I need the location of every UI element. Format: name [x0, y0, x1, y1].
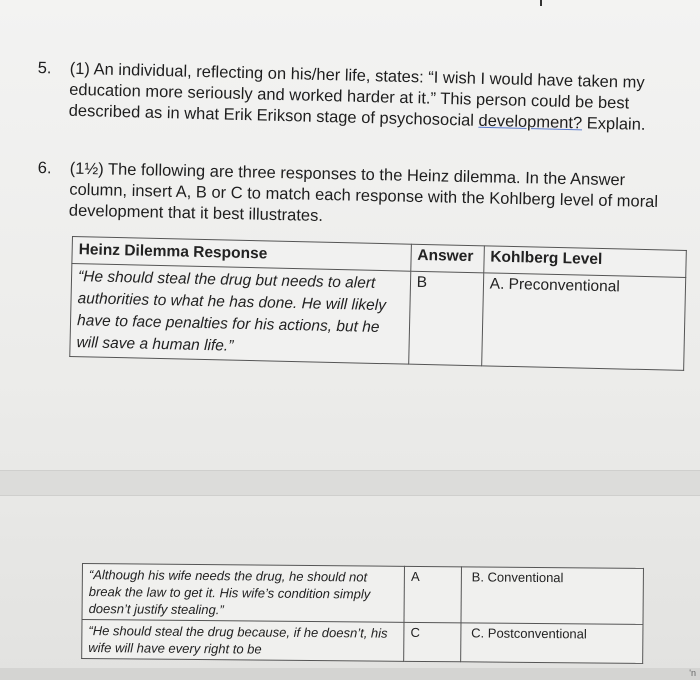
table-row [70, 264, 686, 371]
question-5-text [68, 59, 669, 137]
page-gap [0, 470, 700, 496]
level-cell: A. Preconventional [481, 273, 685, 371]
top-mark [540, 0, 542, 6]
answer-cell[interactable]: A [404, 566, 461, 622]
question-6-text: (1½) The following are three responses to the Heinz dilemma. In the Answer column, insert A, B or C to match each response with the Kohlberg level of moral development that it best illustrates. [68, 159, 659, 225]
question-5-number: 5. [37, 58, 52, 78]
question-5 [37, 58, 678, 134]
table-row [82, 620, 643, 664]
answer-cell[interactable]: B [408, 271, 483, 366]
heinz-table [69, 236, 687, 371]
response-cell: “He should steal the drug but needs to alert authorities to what he has done. He will likely have to face penalties for his actions, but he will save a human life.” [70, 264, 411, 365]
question-5-body: (1) An individual, reflecting on his/her life, states: “I wish I would have taken my education more seriously and worked harder at it.” This person could be best described as in what Erik Erikson stage of psychosocial [68, 59, 645, 130]
answer-cell[interactable]: C [404, 622, 461, 661]
response-cell: “Although his wife needs the drug, he should not break the law to get it. His wife’s condition simply doesn’t justify stealing.” [82, 564, 405, 623]
level-cell: C. Postconventional [460, 623, 643, 664]
header-kohlberg-level: Kohlberg Level [483, 246, 686, 278]
corner-mark: 'n [689, 668, 696, 678]
question-6 [37, 158, 678, 225]
level-cell: B. Conventional [461, 567, 644, 625]
question-5-tail: Explain. [581, 114, 646, 134]
header-response: Heinz Dilemma Response [72, 237, 411, 272]
question-6-number: 6. [37, 158, 52, 178]
development-word: development? [478, 111, 583, 133]
heinz-table-continued [81, 563, 644, 664]
header-answer: Answer [411, 244, 485, 273]
response-cell: “He should steal the drug because, if he doesn’t, his wife will have every right to be [82, 620, 405, 662]
bottom-edge [0, 668, 700, 680]
table-row [82, 564, 643, 625]
